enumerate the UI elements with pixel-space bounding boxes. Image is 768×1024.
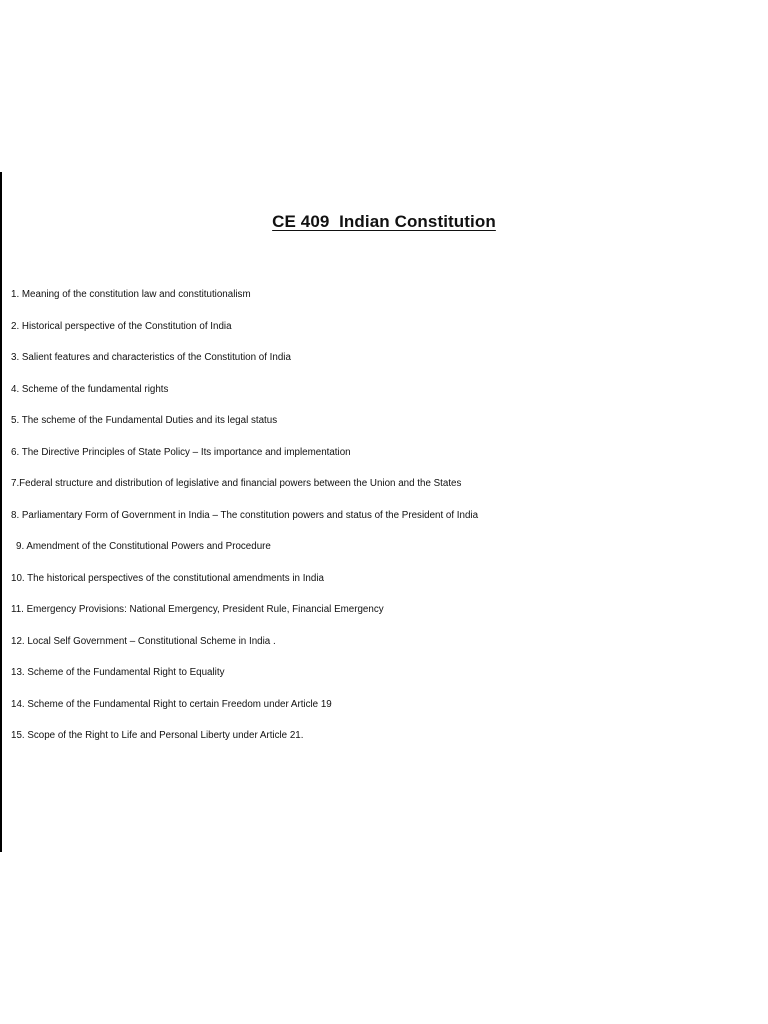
list-item: 1. Meaning of the constitution law and constitutionalism [11, 289, 251, 300]
left-margin-rule [0, 172, 2, 852]
list-item: 8. Parliamentary Form of Government in India – The constitution powers and status of the President of India [11, 509, 479, 521]
list-item: 7.Federal structure and distribution of legislative and financial powers between the Union and the States [11, 478, 462, 489]
list-item: 6. The Directive Principles of State Policy – Its importance and implementation [11, 446, 351, 458]
syllabus-list [11, 286, 763, 759]
list-item: 4. Scheme of the fundamental rights [11, 383, 169, 395]
list-item: 15. Scope of the Right to Life and Personal Liberty under Article 21. [11, 730, 304, 741]
list-item: 2. Historical perspective of the Constitution of India [11, 320, 232, 332]
list-item: 9. Amendment of the Constitutional Powers and Procedure [16, 541, 271, 552]
list-item: 10. The historical perspectives of the constitutional amendments in India [11, 572, 324, 584]
list-item: 14. Scheme of the Fundamental Right to certain Freedom under Article 19 [11, 698, 332, 710]
page-title: CE 409 Indian Constitution [272, 212, 496, 231]
list-item: 12. Local Self Government – Constitutional Scheme in India . [11, 635, 276, 647]
list-item: 5. The scheme of the Fundamental Duties and its legal status [11, 415, 278, 426]
list-item: 11. Emergency Provisions: National Emergency, President Rule, Financial Emergency [11, 604, 384, 615]
list-item: 3. Salient features and characteristics of the Constitution of India [11, 352, 291, 363]
list-item: 13. Scheme of the Fundamental Right to Equality [11, 667, 225, 678]
